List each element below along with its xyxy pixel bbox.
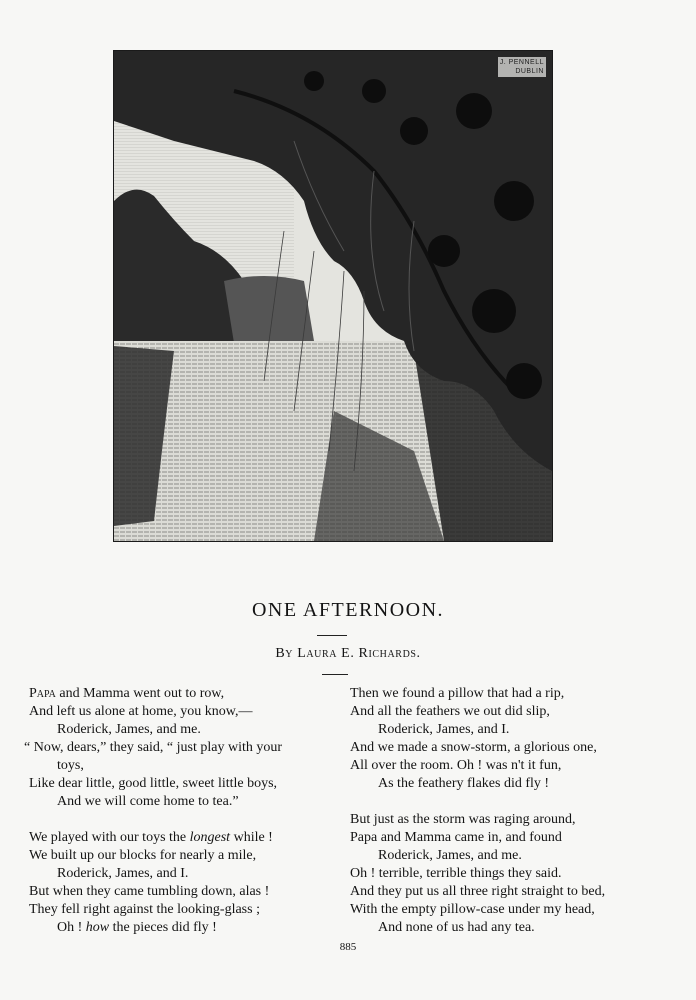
poem-line: Like dear little, good little, sweet little boys, (29, 776, 278, 791)
poem-line: We built up our blocks for nearly a mile, (29, 848, 257, 863)
poem-line: And they put us all three right straight to bed, (350, 884, 606, 899)
poem-line: But when they came tumbling down, alas ! (29, 884, 270, 899)
artist-signature (498, 57, 546, 77)
poem-line: And we made a snow-storm, a glorious one, (350, 740, 597, 755)
stanza-break (29, 811, 339, 829)
artist-signature-name: J. PENNELL (499, 59, 544, 66)
title-rule-bottom (322, 674, 348, 675)
poem-line: As the feathery flakes did fly ! (378, 776, 550, 791)
page-number: 885 (339, 941, 357, 953)
poem-line: Papa and Mamma came in, and found (350, 830, 562, 845)
poem-line: With the empty pillow-case under my head, (350, 902, 595, 917)
poem-column-left (24, 685, 339, 937)
poem-line: Oh ! terrible, terrible things they said. (350, 866, 562, 881)
title-rule-top (317, 635, 347, 636)
river-scene-picture (114, 51, 552, 541)
poem-line: And all the feathers we out did slip, (350, 704, 550, 719)
poem-line: Oh ! how the pieces did fly ! (57, 920, 217, 935)
poem-line: Roderick, James, and me. (378, 848, 522, 863)
poem-title: ONE AFTERNOON. (251, 599, 445, 621)
poem-line: Roderick, James, and I. (57, 866, 189, 881)
poem-line: And none of us had any tea. (378, 920, 535, 935)
poem-line: But just as the storm was raging around, (350, 812, 576, 827)
poem-line: toys, (57, 758, 84, 773)
poem-column-right (350, 685, 680, 937)
poem-line: We played with our toys the longest while ! (29, 830, 273, 845)
poem-line: And left us alone at home, you know,— (29, 704, 253, 719)
engraving-illustration (113, 50, 553, 542)
poem-line: Roderick, James, and I. (378, 722, 510, 737)
poem-line: And we will come home to tea.” (57, 794, 239, 809)
poem-line: Roderick, James, and me. (57, 722, 201, 737)
poem-line: All over the room. Oh ! was n't it fun, (350, 758, 562, 773)
poem-line: Papa and Mamma went out to row, (29, 686, 225, 701)
poem-line: “ Now, dears,” they said, “ just play with your (24, 740, 283, 755)
poem-byline: By Laura E. Richards. (275, 646, 421, 661)
poem-line: They fell right against the looking-glass ; (29, 902, 260, 917)
stanza-break (350, 793, 680, 811)
poem-line: Then we found a pillow that had a rip, (350, 686, 565, 701)
artist-signature-place: DUBLIN (515, 68, 544, 75)
